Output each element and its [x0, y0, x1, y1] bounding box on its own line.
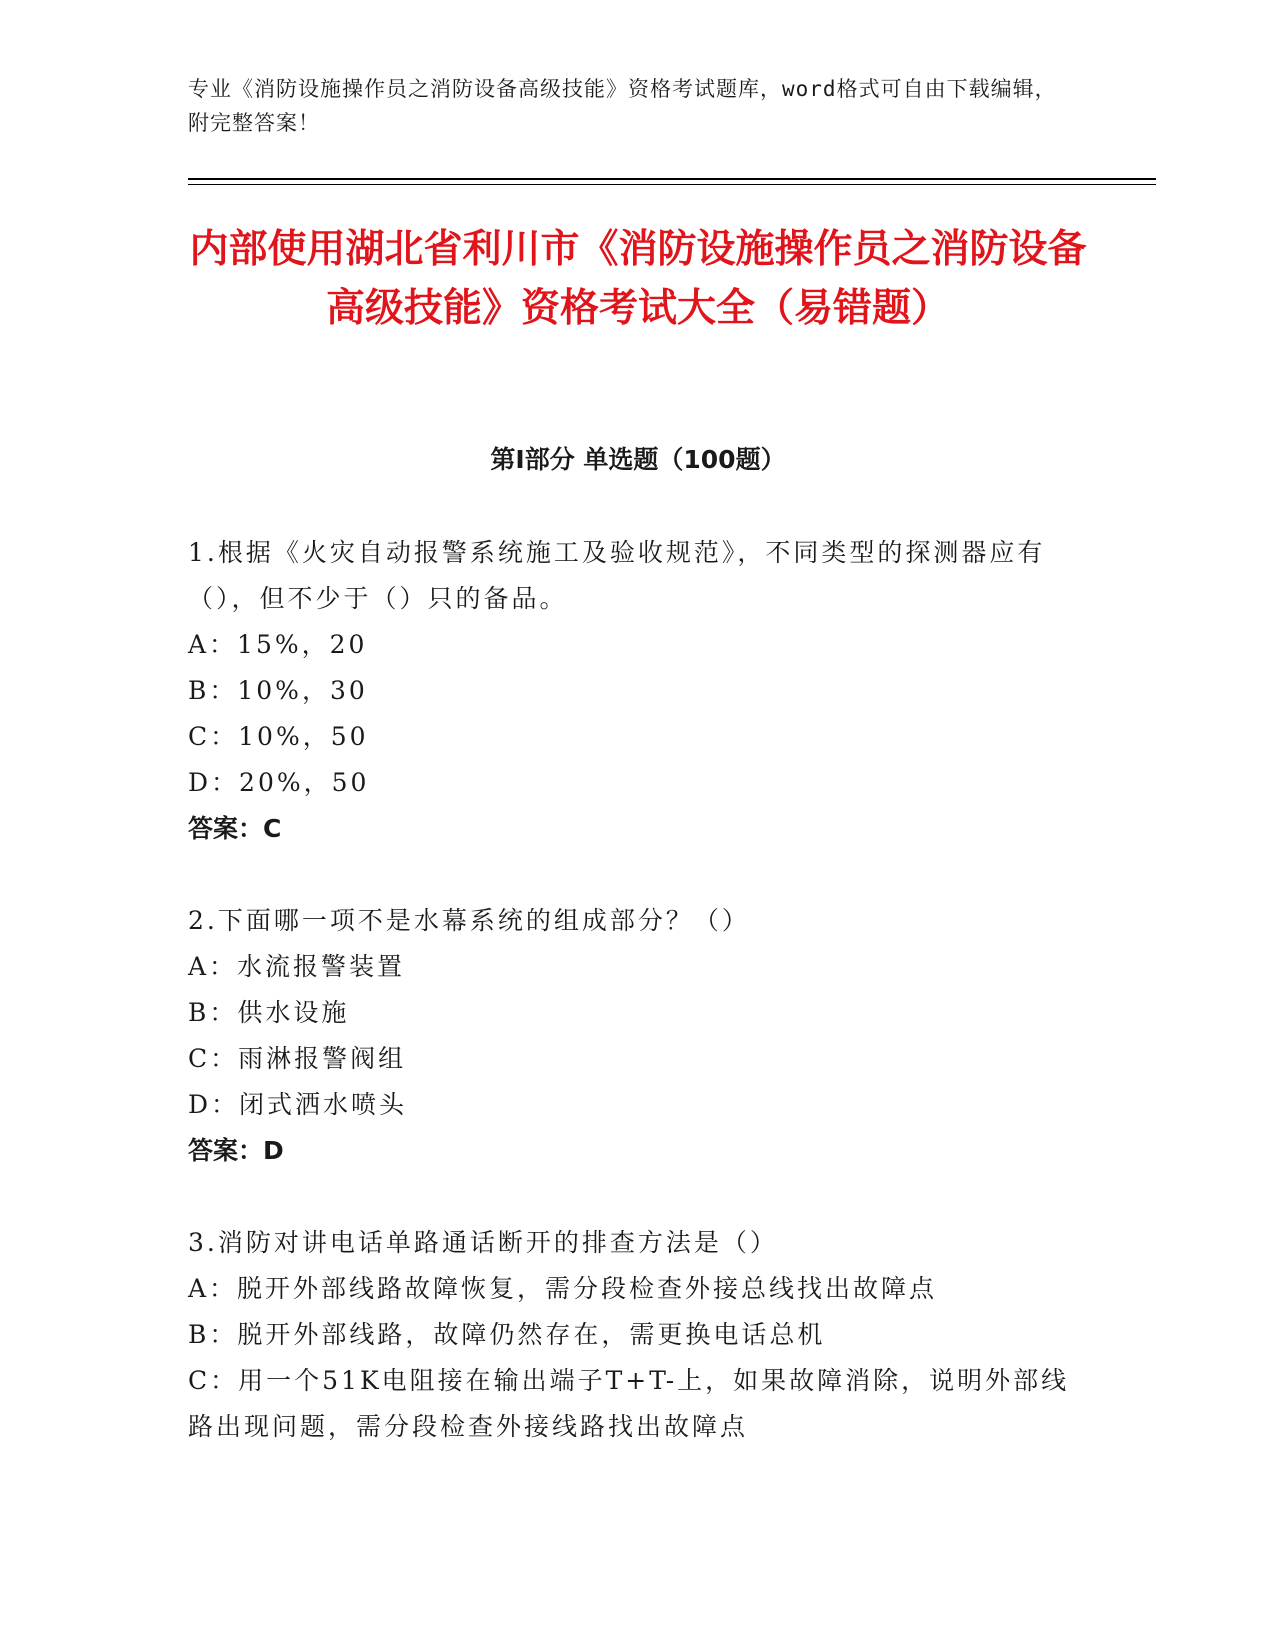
- question-1: [188, 530, 1088, 852]
- question-3: [188, 1220, 1088, 1450]
- question-stem: 1.根据《火灾自动报警系统施工及验收规范》，不同类型的探测器应有（），但不少于（）只的备品。: [188, 538, 1046, 613]
- header-divider-thin: [188, 184, 1156, 185]
- option-c: C：用一个51K电阻接在输出端子T+T-上，如果故障消除，说明外部线路出现问题，需分段检查外接线路找出故障点: [188, 1366, 1070, 1441]
- question-stem: 2.下面哪一项不是水幕系统的组成部分？（）: [188, 906, 750, 935]
- option-b: B：脱开外部线路，故障仍然存在，需更换电话总机: [188, 1320, 826, 1349]
- option-a: A：脱开外部线路故障恢复，需分段检查外接总线找出故障点: [188, 1274, 938, 1303]
- option-a: A：15%，20: [188, 630, 368, 659]
- option-d: D：20%，50: [188, 768, 370, 797]
- option-b: B：供水设施: [188, 998, 350, 1027]
- question-list: [188, 530, 1088, 1496]
- header-note: 专业《消防设施操作员之消防设备高级技能》资格考试题库，word格式可自由下载编辑，附完整答案！: [188, 77, 1057, 135]
- option-c: C：雨淋报警阀组: [188, 1044, 407, 1073]
- option-a: A：水流报警装置: [188, 952, 406, 981]
- question-stem: 3.消防对讲电话单路通话断开的排查方法是（）: [188, 1228, 778, 1257]
- question-2: [188, 898, 1088, 1174]
- option-b: B：10%，30: [188, 676, 368, 705]
- answer: 答案：D: [188, 1136, 284, 1165]
- option-c: C：10%，50: [188, 722, 369, 751]
- answer: 答案：C: [188, 814, 282, 843]
- document-title: 内部使用湖北省利川市《消防设施操作员之消防设备高级技能》资格考试大全（易错题）: [189, 227, 1087, 331]
- header-divider-thick: [188, 178, 1156, 180]
- option-d: D：闭式洒水喷头: [188, 1090, 408, 1119]
- section-title: 第Ⅰ部分 单选题（100题）: [490, 445, 786, 474]
